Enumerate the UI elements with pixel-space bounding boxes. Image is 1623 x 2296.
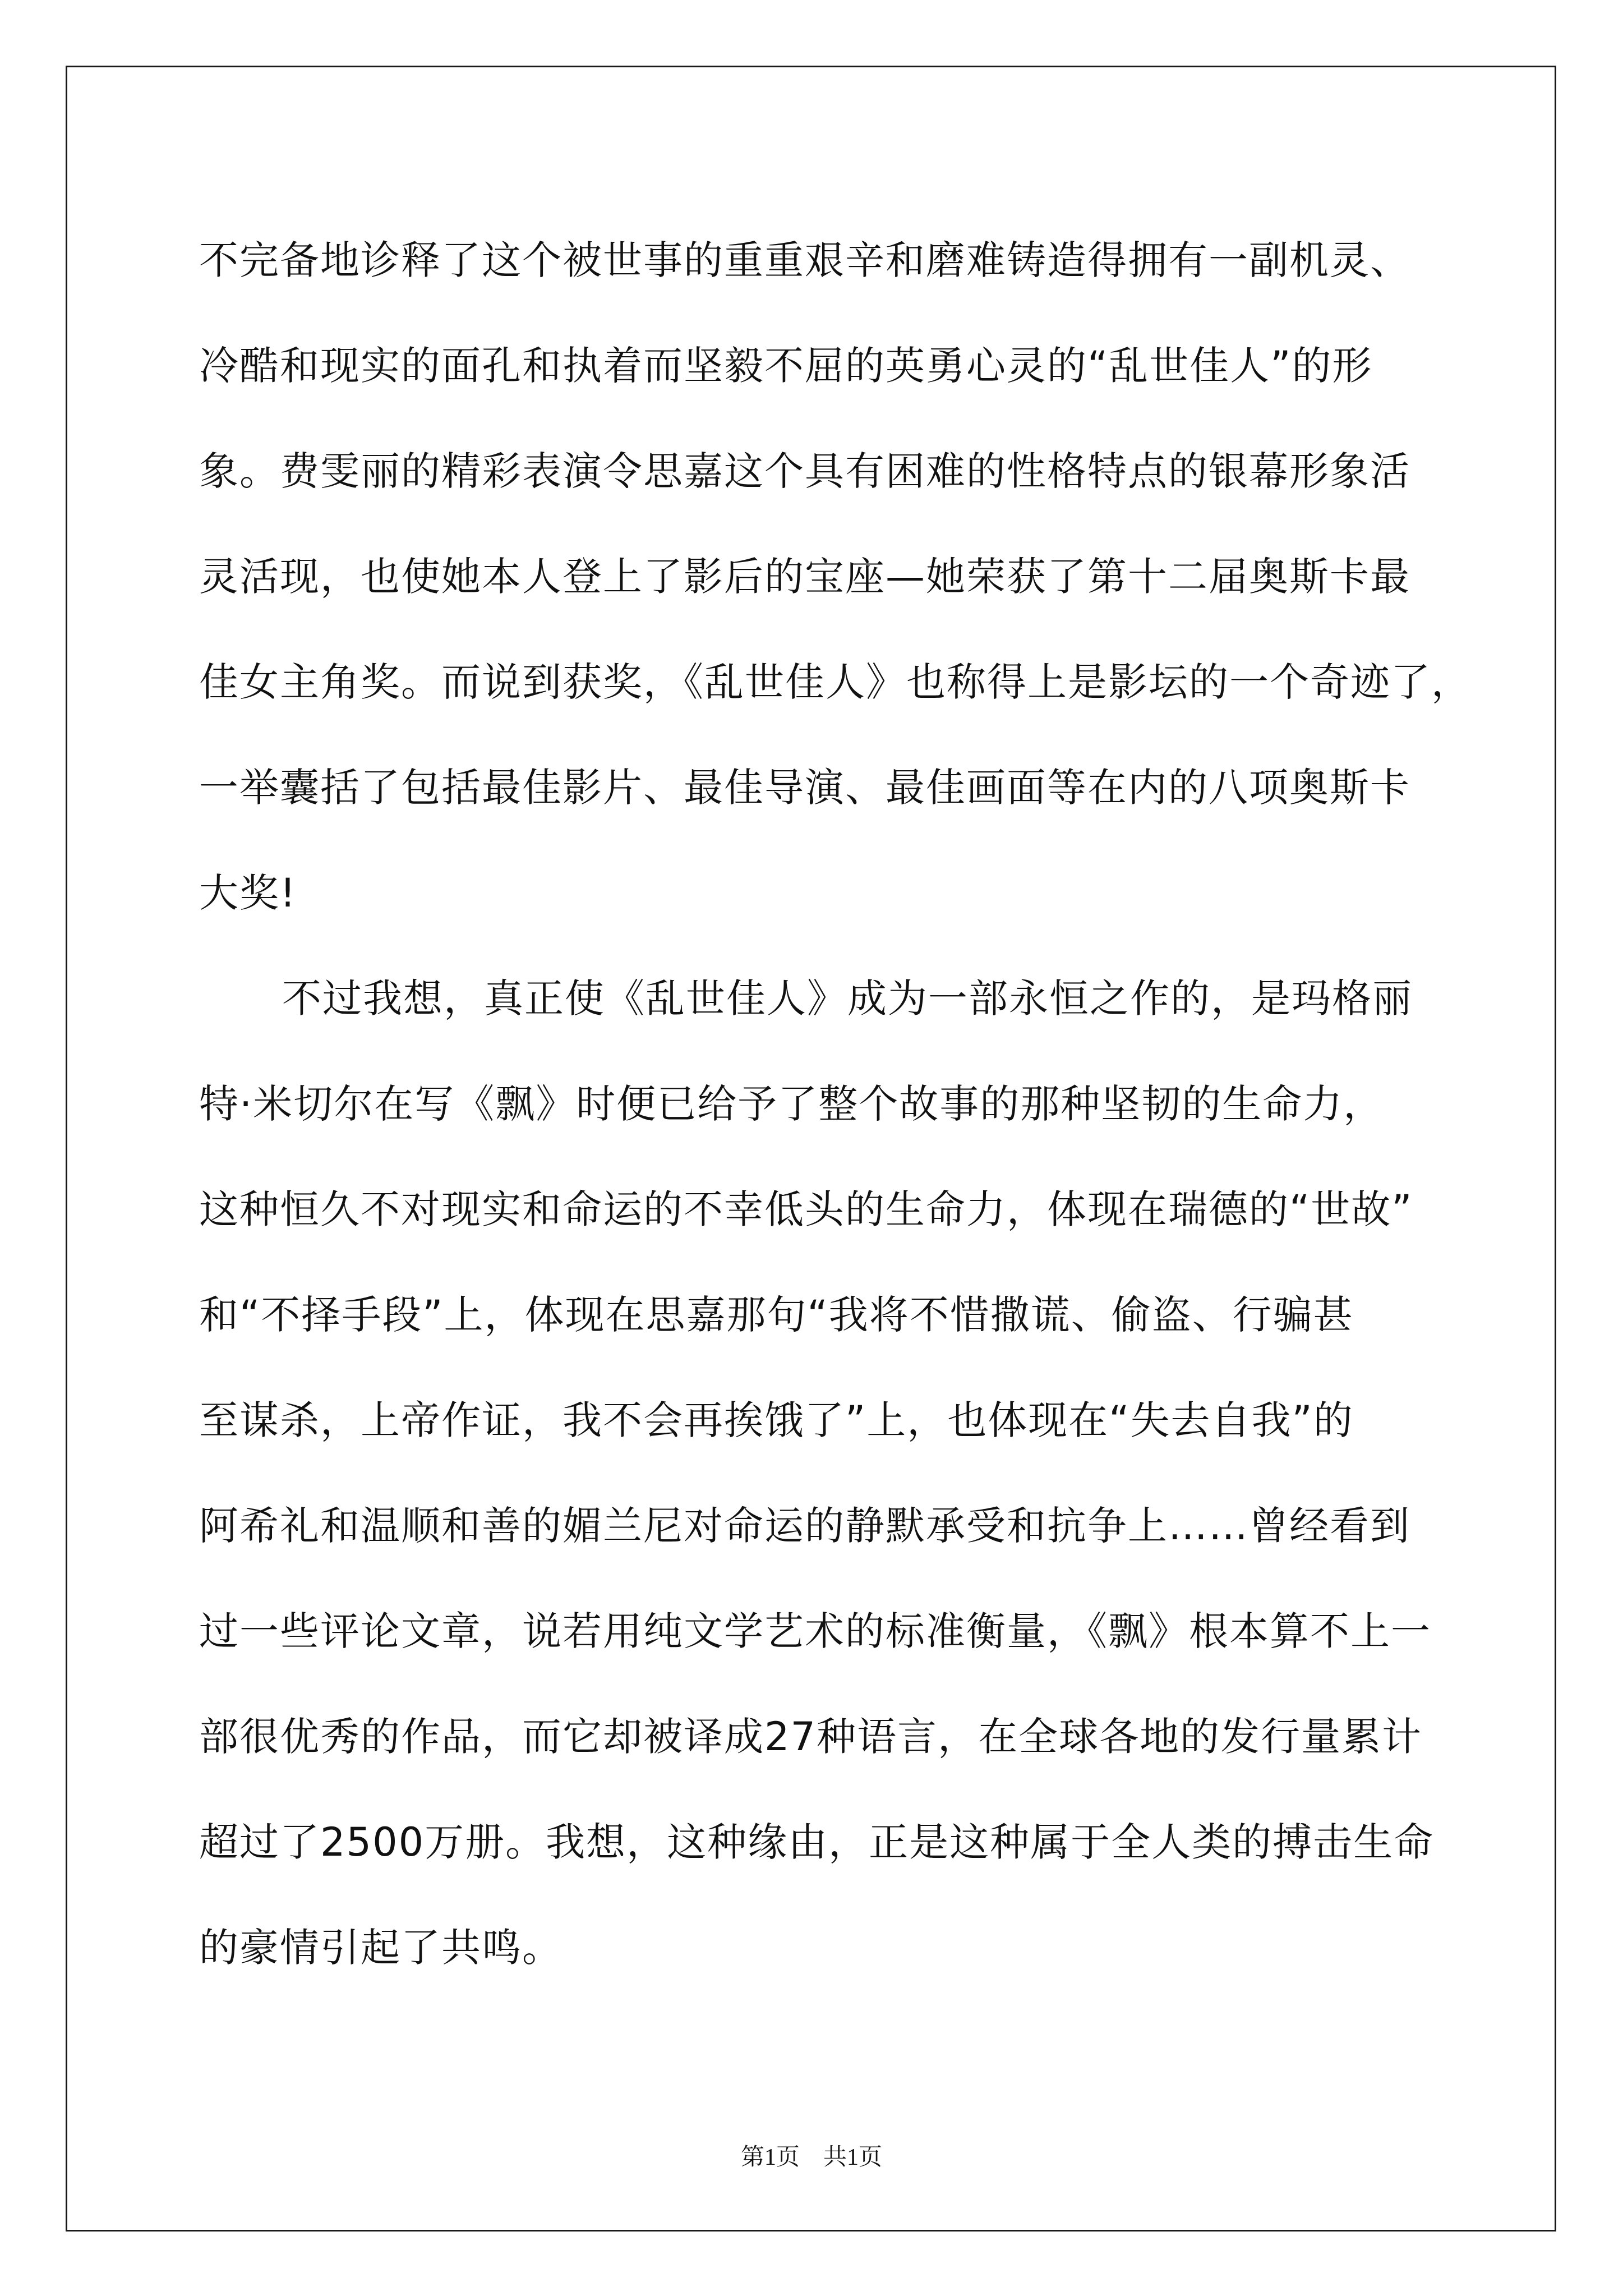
text-line: 过一些评论文章，说若用纯文学艺术的标准衡量，《飘》根本算不上一 (199, 1608, 1431, 1654)
text-line: 阿希礼和温顺和善的媚兰尼对命运的静默承受和抗争上……曾经看到 (199, 1503, 1410, 1549)
text-line: 灵活现，也使她本人登上了影后的宝座—她荣获了第十二届奥斯卡最 (199, 554, 1410, 600)
text-line: 至谋杀，上帝作证，我不会再挨饿了”上，也体现在“失去自我”的 (199, 1397, 1354, 1443)
paragraph (199, 946, 1433, 2000)
text-line: 超过了2500万册。我想，这种缘由，正是这种属于全人类的搏击生命 (199, 1819, 1435, 1865)
paragraph (199, 208, 1472, 946)
text-line: 部很优秀的作品，而它却被译成27种语言，在全球各地的发行量累计 (199, 1714, 1423, 1760)
text-line: 一举囊括了包括最佳影片、最佳导演、最佳画面等在内的八项奥斯卡 (199, 765, 1410, 811)
text-line: 冷酷和现实的面孔和执着而坚毅不屈的英勇心灵的“乱世佳人”的形 (199, 343, 1373, 389)
document-body (199, 208, 1472, 2000)
text-line: 这种恒久不对现实和命运的不幸低头的生命力，体现在瑞德的“世故” (199, 1186, 1413, 1232)
text-line: 大奖! (199, 870, 297, 916)
page-footer: 第1页 共1页 (740, 2145, 882, 2170)
text-line: 佳女主角奖。而说到获奖，《乱世佳人》也称得上是影坛的一个奇迹了， (199, 659, 1472, 705)
text-line: 和“不择手段”上，体现在思嘉那句“我将不惜撒谎、偷盗、行骗甚 (199, 1292, 1354, 1338)
text-line: 象。费雯丽的精彩表演令思嘉这个具有困难的性格特点的银幕形象活 (199, 448, 1410, 494)
text-line: 的豪情引起了共鸣。 (199, 1925, 562, 1971)
text-line: 特·米切尔在写《飘》时便已给予了整个故事的那种坚韧的生命力， (199, 1081, 1384, 1127)
text-line: 不完备地诊释了这个被世事的重重艰辛和磨难铸造得拥有一副机灵、 (199, 237, 1410, 283)
text-line: 不过我想，真正使《乱世佳人》成为一部永恒之作的，是玛格丽 (282, 976, 1413, 1022)
